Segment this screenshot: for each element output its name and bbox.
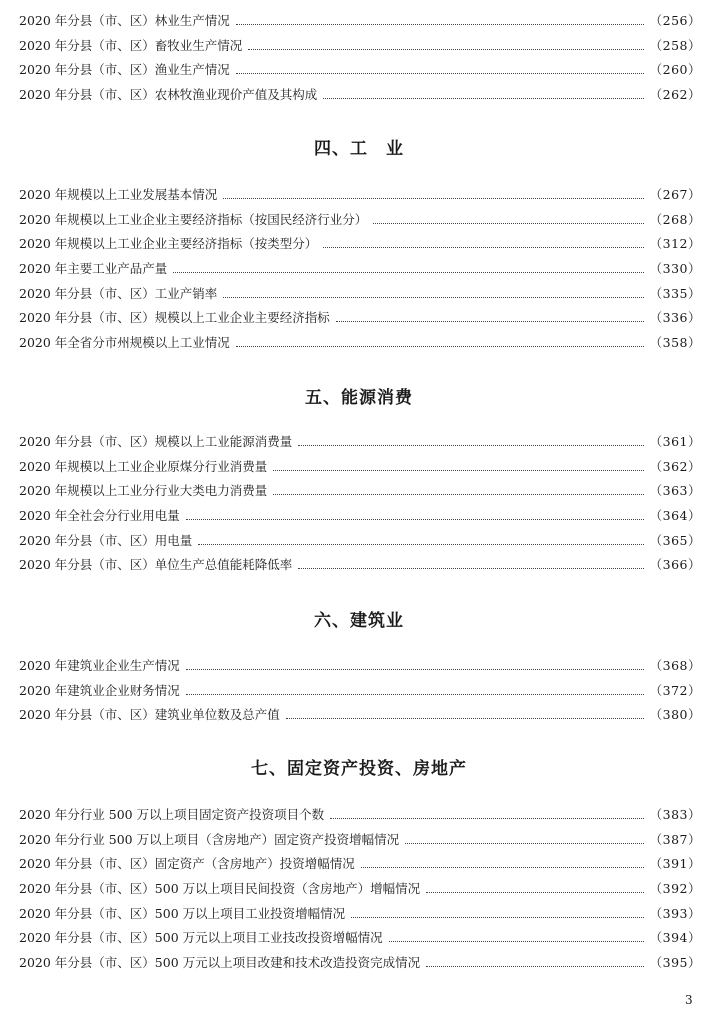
dot-leader xyxy=(286,718,644,719)
dot-leader xyxy=(426,966,644,967)
toc-entry-page: （268） xyxy=(649,211,701,227)
toc-entry[interactable] xyxy=(19,679,701,704)
toc-entry-page: （366） xyxy=(649,557,701,573)
toc-entry-page: （267） xyxy=(649,187,701,202)
toc-entry-page: （362） xyxy=(649,458,701,474)
toc-entry[interactable] xyxy=(19,828,701,853)
dot-leader xyxy=(186,694,644,695)
toc-entry-title: 2020 年分县（市、区）规模以上工业能源消费量 xyxy=(19,434,293,449)
section-heading-investment: 七、固定资产投资、房地产 xyxy=(251,759,467,779)
dot-leader xyxy=(248,49,643,50)
toc-entry-title: 2020 年分县（市、区）500 万元以上项目改建和技术改造投资完成情况 xyxy=(19,955,421,971)
toc-entry-page: （335） xyxy=(649,285,701,301)
toc-entry-title: 2020 年分县（市、区）林业生产情况 xyxy=(19,13,230,28)
toc-entry-page: （393） xyxy=(649,905,701,921)
toc-entry-page: （391） xyxy=(649,856,701,872)
dot-leader xyxy=(351,917,644,918)
toc-entry-page: （336） xyxy=(649,310,701,326)
toc-entry-page: （395） xyxy=(649,955,701,971)
dot-leader xyxy=(323,98,643,99)
toc-entry[interactable] xyxy=(19,455,701,480)
toc-entry-title: 2020 年全社会分行业用电量 xyxy=(19,508,180,524)
toc-entry[interactable] xyxy=(19,803,701,828)
toc-entry[interactable] xyxy=(19,877,701,902)
toc-entry[interactable] xyxy=(19,183,701,208)
toc-entry[interactable] xyxy=(19,951,701,976)
dot-leader xyxy=(389,941,644,942)
dot-leader xyxy=(361,867,644,868)
toc-block-construction xyxy=(19,654,701,728)
section-heading-construction: 六、建筑业 xyxy=(314,611,404,631)
toc-block-agriculture xyxy=(19,9,701,108)
toc-entry[interactable] xyxy=(19,529,701,554)
toc-entry-title: 2020 年分县（市、区）建筑业单位数及总产值 xyxy=(19,707,280,723)
toc-entry-title: 2020 年全省分市州规模以上工业情况 xyxy=(19,335,230,351)
toc-entry-page: （383） xyxy=(649,807,701,822)
toc-block-industry xyxy=(19,183,701,356)
toc-entry-page: （372） xyxy=(649,682,701,698)
dot-leader xyxy=(186,519,644,520)
toc-entry-title: 2020 年分县（市、区）规模以上工业企业主要经济指标 xyxy=(19,310,330,326)
toc-entry[interactable] xyxy=(19,504,701,529)
dot-leader xyxy=(223,198,643,199)
toc-entry[interactable] xyxy=(19,479,701,504)
dot-leader xyxy=(273,470,643,471)
dot-leader xyxy=(298,445,643,446)
dot-leader xyxy=(426,892,644,893)
dot-leader xyxy=(298,568,643,569)
toc-entry[interactable] xyxy=(19,9,701,34)
toc-entry-title: 2020 年规模以上工业企业主要经济指标（按国民经济行业分） xyxy=(19,211,368,227)
toc-entry-title: 2020 年分县（市、区）500 万元以上项目工业技改投资增幅情况 xyxy=(19,930,383,946)
toc-entry-page: （387） xyxy=(649,831,701,847)
toc-entry-title: 2020 年分行业 500 万以上项目固定资产投资项目个数 xyxy=(19,807,325,822)
toc-entry-title: 2020 年建筑业企业财务情况 xyxy=(19,682,180,698)
toc-entry-page: （260） xyxy=(649,62,701,78)
toc-entry-page: （363） xyxy=(649,483,701,499)
toc-entry-page: （312） xyxy=(649,236,701,252)
dot-leader xyxy=(330,818,644,819)
dot-leader xyxy=(373,223,643,224)
toc-entry-page: （330） xyxy=(649,261,701,277)
toc-entry[interactable] xyxy=(19,208,701,233)
toc-entry-title: 2020 年分县（市、区）工业产销率 xyxy=(19,285,218,301)
toc-entry-title: 2020 年分县（市、区）用电量 xyxy=(19,532,193,548)
toc-entry[interactable] xyxy=(19,902,701,927)
dot-leader xyxy=(236,24,644,25)
toc-entry-title: 2020 年分县（市、区）固定资产（含房地产）投资增幅情况 xyxy=(19,856,355,872)
toc-entry-page: （368） xyxy=(649,658,701,673)
toc-entry-title: 2020 年规模以上工业企业主要经济指标（按类型分） xyxy=(19,236,318,252)
toc-entry[interactable] xyxy=(19,852,701,877)
toc-entry[interactable] xyxy=(19,58,701,83)
toc-entry-page: （361） xyxy=(649,434,701,449)
toc-entry-title: 2020 年分县（市、区）渔业生产情况 xyxy=(19,62,230,78)
toc-entry[interactable] xyxy=(19,257,701,282)
toc-entry-title: 2020 年分县（市、区）畜牧业生产情况 xyxy=(19,37,243,53)
toc-entry[interactable] xyxy=(19,430,701,455)
dot-leader xyxy=(236,73,644,74)
toc-entry[interactable] xyxy=(19,232,701,257)
dot-leader xyxy=(186,669,644,670)
toc-block-energy xyxy=(19,430,701,578)
section-heading-industry: 四、工 业 xyxy=(314,139,404,159)
toc-entry[interactable] xyxy=(19,83,701,108)
toc-entry[interactable] xyxy=(19,306,701,331)
toc-entry-title: 2020 年分县（市、区）500 万以上项目工业投资增幅情况 xyxy=(19,905,346,921)
toc-entry-page: （256） xyxy=(649,13,701,28)
dot-leader xyxy=(273,494,643,495)
dot-leader xyxy=(198,544,643,545)
toc-block-investment xyxy=(19,803,701,976)
toc-entry-page: （258） xyxy=(649,37,701,53)
section-heading-energy: 五、能源消费 xyxy=(305,388,413,408)
toc-entry-title: 2020 年分县（市、区）单位生产总值能耗降低率 xyxy=(19,557,293,573)
toc-entry-title: 2020 年分县（市、区）500 万以上项目民间投资（含房地产）增幅情况 xyxy=(19,881,421,897)
toc-entry-page: （392） xyxy=(649,881,701,897)
toc-entry-title: 2020 年主要工业产品产量 xyxy=(19,261,168,277)
toc-entry[interactable] xyxy=(19,331,701,356)
dot-leader xyxy=(336,321,644,322)
toc-entry-page: （394） xyxy=(649,930,701,946)
dot-leader xyxy=(405,843,644,844)
toc-entry-page: （358） xyxy=(649,335,701,351)
dot-leader xyxy=(173,272,643,273)
toc-entry-title: 2020 年规模以上工业企业原煤分行业消费量 xyxy=(19,458,268,474)
toc-entry[interactable] xyxy=(19,654,701,679)
toc-entry-title: 2020 年分县（市、区）农林牧渔业现价产值及其构成 xyxy=(19,87,318,103)
toc-entry-title: 2020 年规模以上工业分行业大类电力消费量 xyxy=(19,483,268,499)
toc-entry-page: （365） xyxy=(649,532,701,548)
toc-entry-page: （380） xyxy=(649,707,701,723)
toc-entry[interactable] xyxy=(19,34,701,59)
page-number: 3 xyxy=(685,993,693,1007)
toc-entry[interactable] xyxy=(19,282,701,307)
toc-entry-title: 2020 年规模以上工业发展基本情况 xyxy=(19,187,218,202)
toc-entry-page: （364） xyxy=(649,508,701,524)
toc-entry-page: （262） xyxy=(649,87,701,103)
toc-entry-title: 2020 年建筑业企业生产情况 xyxy=(19,658,180,673)
dot-leader xyxy=(323,247,643,248)
dot-leader xyxy=(223,297,643,298)
dot-leader xyxy=(236,346,644,347)
toc-entry[interactable] xyxy=(19,926,701,951)
toc-entry[interactable] xyxy=(19,553,701,578)
toc-entry[interactable] xyxy=(19,703,701,728)
toc-entry-title: 2020 年分行业 500 万以上项目（含房地产）固定资产投资增幅情况 xyxy=(19,831,400,847)
